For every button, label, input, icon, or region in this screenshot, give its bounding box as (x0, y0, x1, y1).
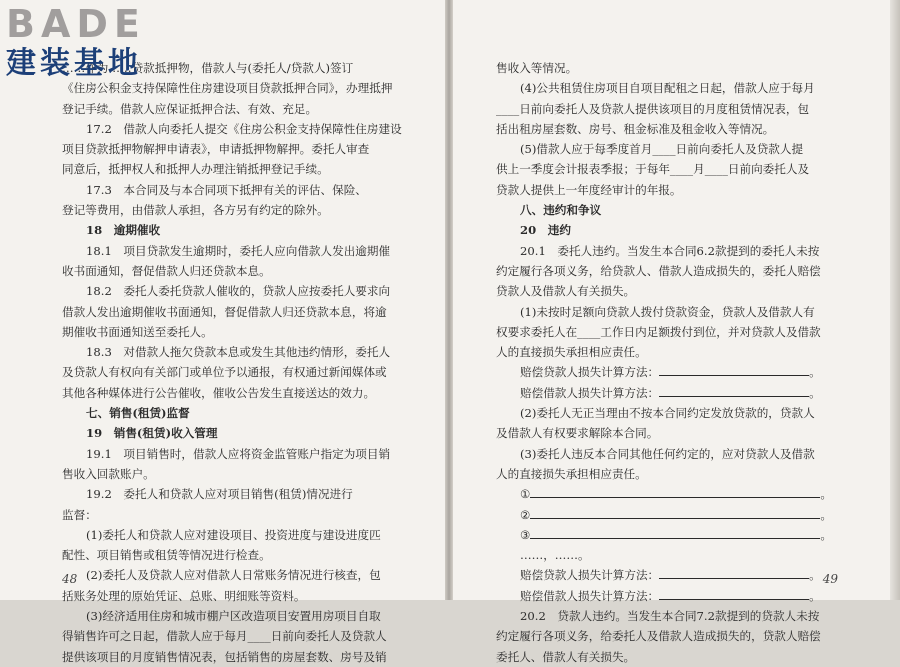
text-line (62, 180, 417, 200)
line-text: (3)委托人违反本合同其他任何约定的，应对贷款人及借款 (520, 446, 815, 461)
line-text: 人的直接损失承担相应责任。 (496, 466, 647, 481)
text-line (62, 484, 417, 504)
blank-fill-line (530, 486, 820, 498)
text-line (62, 525, 417, 545)
line-text: 及贷款人有权向有关部门或单位予以通报，有权通过新闻媒体或 (62, 365, 387, 380)
text-line (496, 58, 856, 78)
line-text: 权要求委托人在____工作日内足额拨付到位，并对贷款人及借款 (496, 324, 821, 339)
line-end-punct: 。 (809, 365, 821, 380)
text-line (62, 362, 417, 382)
line-text: 20.2 贷款人违约。当发生本合同7.2款提到的贷款人未按 (520, 609, 820, 624)
text-line (62, 119, 417, 139)
line-text: ② (520, 507, 531, 522)
text-line (496, 464, 856, 484)
text-line (496, 139, 856, 159)
line-text: ……作为……贷款抵押物，借款人与(委托人/贷款人)签订 (62, 61, 354, 75)
line-text: 17.3 本合同及与本合同项下抵押有关的评估、保险、 (86, 182, 367, 197)
line-text: 赔偿贷款人损失计算方法： (520, 568, 660, 583)
line-text: 借款人发出逾期催收书面通知，督促借款人归还贷款本息，将逾 (62, 304, 387, 319)
right-page-text (496, 58, 856, 667)
line-text: (4)公共租赁住房项目自项目配租之日起，借款人应于每月 (520, 81, 815, 96)
text-line (496, 444, 856, 464)
text-line (496, 261, 856, 281)
line-text: ____日前向委托人及贷款人提供该项目的月度租赁情况表，包 (496, 101, 810, 116)
line-text: 供上一季度会计报表季报；于每年____月____日前向委托人及 (496, 162, 810, 177)
blank-fill-line (659, 364, 809, 376)
line-text: (3)经济适用住房和城市棚户区改造项目安置用房项目自取 (86, 609, 381, 624)
text-line (62, 565, 417, 585)
text-line (62, 626, 417, 646)
line-text: ③ (520, 527, 531, 542)
line-text: 20 违约 (520, 223, 571, 238)
text-line (62, 261, 417, 281)
text-line (496, 159, 856, 179)
logo-latin: BADE (6, 2, 146, 46)
text-line (496, 362, 856, 382)
line-text: 括出租房屋套数、房号、租金标准及租金收入等情况。 (496, 121, 775, 136)
text-line (496, 565, 856, 585)
text-line (496, 99, 856, 119)
line-text: 贷款人及借款人有关损失。 (496, 284, 636, 299)
line-text: 18.1 项目贷款发生逾期时，委托人应向借款人发出逾期催 (86, 243, 391, 258)
line-text: 七、销售(租赁)监督 (86, 406, 190, 421)
line-text: 及借款人有权要求解除本合同。 (496, 426, 659, 441)
text-line (62, 606, 417, 626)
line-text: 括账务处理的原始凭证、总账、明细账等资料。 (62, 588, 306, 603)
text-line (496, 626, 856, 646)
line-end-punct: 。 (820, 507, 833, 522)
blank-fill-line (659, 588, 809, 600)
text-line (496, 322, 856, 342)
line-text: 约定履行各项义务，给委托人及借款人造成损失的，贷款人赔偿 (496, 629, 821, 644)
line-text: 18 逾期催收 (86, 223, 161, 238)
text-line (62, 423, 417, 443)
line-text: 提供该项目的月度销售情况表，包括销售的房屋套数、房号及销 (62, 649, 387, 664)
line-text: (1)委托人和贷款人应对建设项目、投资进度与建设进度匹 (86, 527, 381, 542)
line-end-punct: 。 (809, 385, 821, 400)
text-line (62, 383, 417, 403)
blank-fill-line (659, 385, 809, 397)
line-text: 配性、项目销售或租赁等情况进行检查。 (62, 548, 271, 563)
line-text: 其他各种媒体进行公告催收，催收公告发生直接送达的效力。 (62, 385, 376, 400)
blank-fill-line (530, 527, 820, 539)
line-text: ……，……。 (520, 548, 590, 563)
line-text: 赔偿借款人损失计算方法： (520, 588, 660, 603)
left-page-text (62, 58, 417, 667)
text-line (496, 484, 856, 504)
line-text: 19.1 项目销售时，借款人应将资金监管账户指定为项目销 (86, 446, 391, 461)
line-text: 登记等费用，由借款人承担，各方另有约定的除外。 (62, 203, 329, 218)
line-text: 售收入等情况。 (496, 61, 578, 75)
text-line (496, 423, 856, 443)
text-line (62, 545, 417, 565)
text-line (62, 464, 417, 484)
line-text: 八、违约和争议 (520, 203, 602, 218)
line-text: 监督： (62, 507, 97, 522)
text-line (62, 444, 417, 464)
logo-chinese: 建装基地 (6, 46, 142, 81)
right-page-number: 49 (822, 572, 838, 586)
text-line (62, 99, 417, 119)
line-text: (5)借款人应于每季度首月____日前向委托人及贷款人提 (520, 142, 804, 157)
line-text: (1)未按时足额向贷款人拨付贷款资金，贷款人及借款人有 (520, 304, 815, 319)
line-text: 19.2 委托人和贷款人应对项目销售(租赁)情况进行 (86, 487, 353, 502)
text-line (496, 606, 856, 626)
page-edge (890, 0, 900, 600)
text-line (496, 586, 856, 606)
text-line (496, 647, 856, 667)
text-line (496, 119, 856, 139)
text-line (496, 302, 856, 322)
line-end-punct: 。 (809, 588, 821, 603)
line-text: 项目贷款抵押物解押申请表》，申请抵押物解押。委托人审查 (62, 142, 370, 157)
line-text: 得销售许可之日起，借款人应于每月____日前向委托人及贷款人 (62, 629, 387, 644)
text-line (496, 241, 856, 261)
line-end-punct: 。 (820, 487, 833, 502)
line-text: 18.2 委托人委托贷款人催收的，贷款人应按委托人要求向 (86, 284, 391, 299)
line-text: 18.3 对借款人拖欠贷款本息或发生其他违约情形，委托人 (86, 345, 391, 360)
line-text: 登记手续。借款人应保证抵押合法、有效、充足。 (62, 101, 318, 116)
line-text: 赔偿贷款人损失计算方法： (520, 365, 660, 380)
line-text: 19 销售(租赁)收入管理 (86, 426, 218, 441)
line-text: 期催收书面通知送至委托人。 (62, 324, 213, 339)
text-line (62, 241, 417, 261)
line-text: (2)委托人无正当理由不按本合同约定发放贷款的，贷款人 (520, 406, 815, 421)
blank-fill-line (659, 567, 809, 579)
line-text: 20.1 委托人违约。当发生本合同6.2款提到的委托人未按 (520, 243, 820, 258)
text-line (496, 78, 856, 98)
text-line (62, 200, 417, 220)
line-text: 收书面通知，督促借款人归还贷款本息。 (62, 263, 271, 278)
text-line (62, 647, 417, 667)
line-text: 贷款人提供上一年度经审计的年报。 (496, 182, 682, 197)
line-text: 售收入回款账户。 (62, 466, 155, 481)
text-line (496, 220, 856, 240)
text-line (496, 403, 856, 423)
text-line (62, 159, 417, 179)
left-page-number: 48 (62, 572, 78, 586)
text-line (496, 525, 856, 545)
line-text: (2)委托人及贷款人应对借款人日常账务情况进行核查，包 (86, 568, 381, 583)
line-text: ① (520, 487, 531, 502)
line-text: 《住房公积金支持保障性住房建设项目贷款抵押合同》，办理抵押 (62, 81, 393, 96)
text-line (496, 383, 856, 403)
text-line (62, 586, 417, 606)
text-line (62, 220, 417, 240)
text-line (62, 139, 417, 159)
text-line (62, 505, 417, 525)
line-text: 人的直接损失承担相应责任。 (496, 345, 647, 360)
text-line (62, 281, 417, 301)
text-line (496, 281, 856, 301)
text-line (62, 403, 417, 423)
left-page (0, 0, 445, 664)
book-gutter (445, 0, 453, 600)
line-text: 约定履行各项义务，给贷款人、借款人造成损失的，委托人赔偿 (496, 263, 821, 278)
line-end-punct: 。 (820, 527, 833, 542)
right-page (453, 0, 900, 664)
line-end-punct: 。 (809, 568, 821, 583)
text-line (496, 342, 856, 362)
text-line (62, 322, 417, 342)
text-line (62, 342, 417, 362)
text-line (62, 302, 417, 322)
text-line (496, 180, 856, 200)
line-text: 赔偿借款人损失计算方法： (520, 385, 660, 400)
blank-fill-line (530, 507, 820, 519)
line-text: 委托人、借款人有关损失。 (496, 649, 636, 664)
bade-logo (6, 2, 176, 94)
text-line (496, 505, 856, 525)
line-text: 17.2 借款人向委托人提交《住房公积金支持保障性住房建设 (86, 121, 402, 136)
text-line (496, 545, 856, 565)
line-text: 同意后，抵押权人和抵押人办理注销抵押登记手续。 (62, 162, 329, 177)
text-line (496, 200, 856, 220)
